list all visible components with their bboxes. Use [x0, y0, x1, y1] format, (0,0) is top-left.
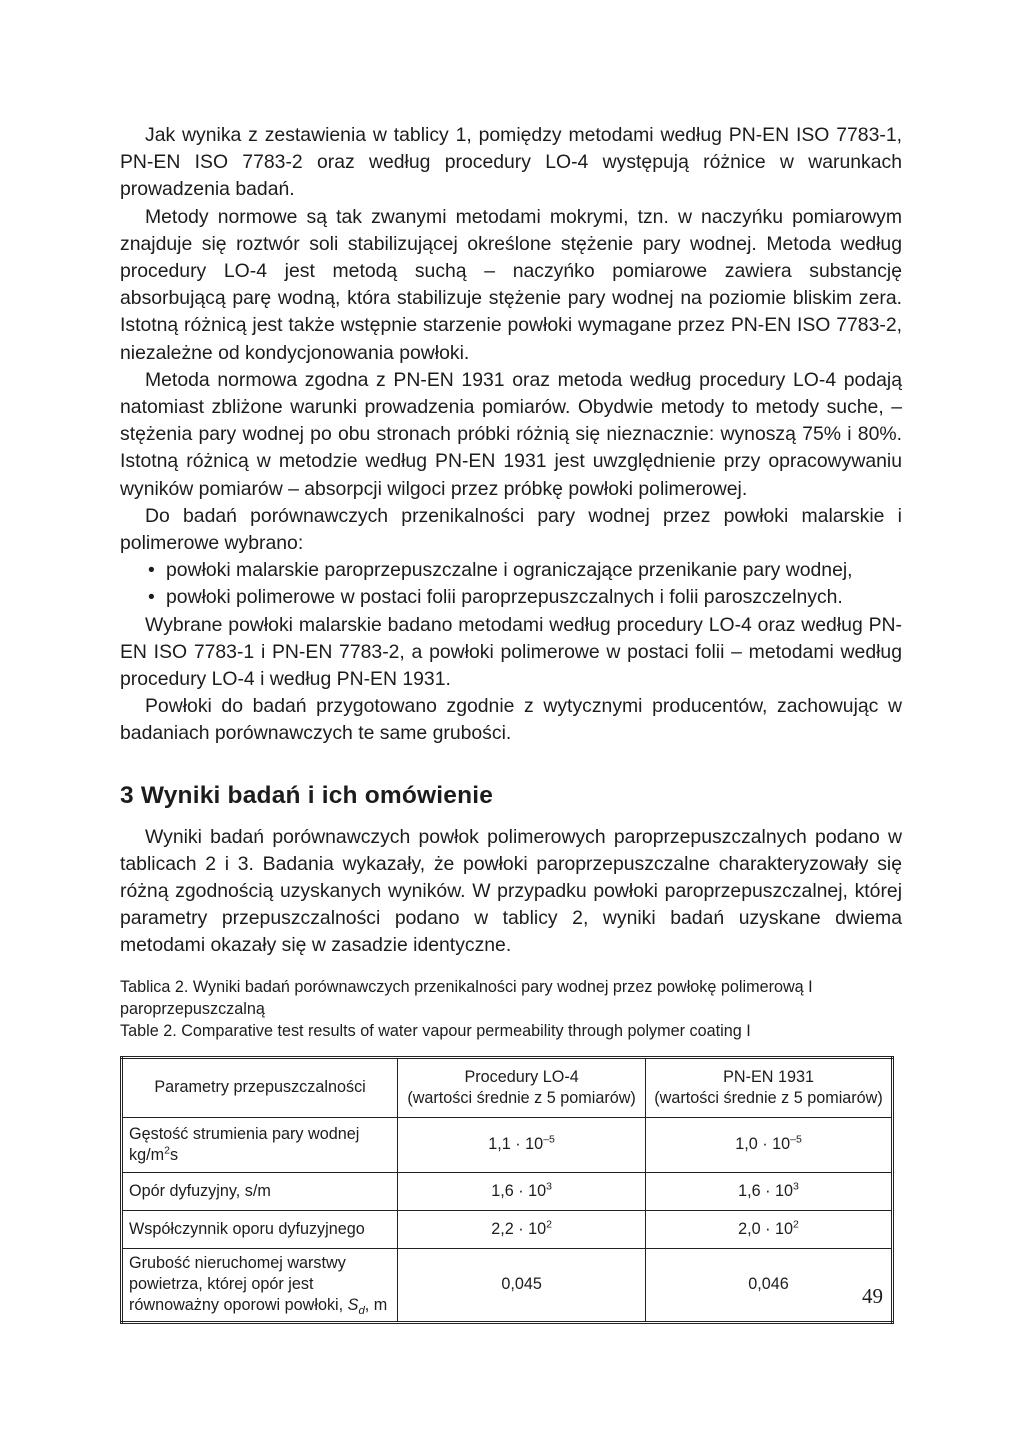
table-caption: [120, 976, 902, 1042]
table-row: [122, 1117, 893, 1172]
paragraph-3: Metoda normowa zgodna z PN-EN 1931 oraz metoda według procedury LO-4 podają natomiast zbliżone warunki prowadzenia pomiarów. Obydwie metody to metody suche, – stężenia pary wodnej po obu stronach próbki różnią się nieznacznie: wynoszą 75% i 80%. Istotną różnicą w metodzie według PN-EN 1931 jest uwzględnienie przy opracowywaniu wyników pomiarów – absorpcji wilgoci przez próbkę powłoki polimerowej.: [120, 368, 902, 500]
header-pn-title: PN-EN 1931: [723, 1067, 814, 1086]
cell-lo4: 0,045: [398, 1248, 646, 1322]
table-header-row: [122, 1057, 893, 1117]
header-pn: [646, 1057, 893, 1117]
cell-pn: $1,6 \cdot 10^3$: [646, 1172, 893, 1210]
cell-pn: $2,0 \cdot 10^2$: [646, 1210, 893, 1248]
section-heading: 3 Wyniki badań i ich omówienie: [120, 781, 494, 809]
cell-pn: $1,0 \cdot 10^{-5}$: [646, 1117, 893, 1172]
row-label: Opór dyfuzyjny, s/m: [122, 1172, 398, 1210]
table-row: [122, 1248, 893, 1322]
row-label: Współczynnik oporu dyfuzyjnego: [122, 1210, 398, 1248]
paragraph-6: Powłoki do badań przygotowano zgodnie z wytycznymi producentów, zachowując w badaniach porównawczych te same grubości.: [120, 695, 902, 745]
cell-lo4: $1,6 \cdot 10^3$: [398, 1172, 646, 1210]
cell-lo4: $2,2 \cdot 10^2$: [398, 1210, 646, 1248]
list-item: • powłoki polimerowe w postaci folii paroprzepuszczalnych i folii paroszczelnych.: [148, 584, 902, 611]
row-label: Gęstość strumienia pary wodnej $kg/m^2s$: [122, 1117, 398, 1172]
section-paragraph: Wyniki badań porównawczych powłok polimerowych paroprzepuszczalnych podano w tablicach 2 i 3. Badania wykazały, że powłoki paroprzepuszczalne charakteryzowały się różną zgodnością uzyskanych wyników. W przypadku powłoki paroprzepuszczalnej, której parametry przepuszczalności podano w tablicy 2, wyniki badań uzyskane dwiema metodami okazały się w zasadzie identyczne.: [120, 825, 902, 957]
table-row: [122, 1210, 893, 1248]
paragraph-4: Do badań porównawczych przenikalności pary wodnej przez powłoki malarskie i polimerowe wybrano:: [120, 504, 902, 555]
cell-lo4: $1,1 \cdot 10^{-5}$: [398, 1117, 646, 1172]
results-table: [120, 1056, 894, 1324]
paragraph-1: Jak wynika z zestawienia w tablicy 1, pomiędzy metodami według PN-EN ISO 7783-1, PN-EN ISO 7783-2 oraz według procedury LO-4 występują różnice w warunkach prowadzenia badań.: [120, 124, 902, 201]
table-row: [122, 1172, 893, 1210]
header-lo4-sub: (wartości średnie z 5 pomiarów): [407, 1088, 636, 1107]
header-param: Parametry przepuszczalności: [122, 1057, 398, 1117]
paragraph-5: Wybrane powłoki malarskie badano metodami według procedury LO-4 oraz według PN-EN ISO 7783-1 i PN-EN 7783-2, a powłoki polimerowe w postaci folii – metodami według procedury LO-4 i według PN-EN 1931.: [120, 613, 902, 691]
page-number: 49: [862, 1284, 883, 1308]
paragraph-2: Metody normowe są tak zwanymi metodami mokrymi, tzn. w naczyńku pomiarowym znajduje się roztwór soli stabilizującej określone stężenie pary wodnej. Metoda według procedury LO-4 jest metodą suchą – naczyńko pomiarowe zawiera substancję absorbującą parę wodną, która stabilizuje stężenie pary wodnej na poziomie bliskim zera. Istotną różnicą jest także wstępnie starzenie powłoki wymagane przez PN-EN ISO 7783-2, niezależne od kondycjonowania powłoki.: [120, 205, 902, 364]
page-content: [120, 122, 902, 1324]
header-lo4: [398, 1057, 646, 1117]
cell-pn: 0,046: [646, 1248, 893, 1322]
bullet-list: [120, 557, 902, 611]
row-label: Grubość nieruchomej warstwy powietrza, której opór jest równoważny oporowi powłoki, $S_d$, m: [122, 1248, 398, 1322]
list-item: • powłoki malarskie paroprzepuszczalne i ograniczające przenikanie pary wodnej,: [148, 557, 902, 584]
caption-polish: Tablica 2. Wyniki badań porównawczych przenikalności pary wodnej przez powłokę polimerową I paroprzepuszczalną: [120, 977, 813, 1018]
caption-english: Table 2. Comparative test results of water vapour permeability through polymer coating I: [120, 1021, 751, 1040]
header-lo4-title: Procedury LO-4: [464, 1067, 579, 1086]
header-pn-sub: (wartości średnie z 5 pomiarów): [654, 1088, 883, 1107]
